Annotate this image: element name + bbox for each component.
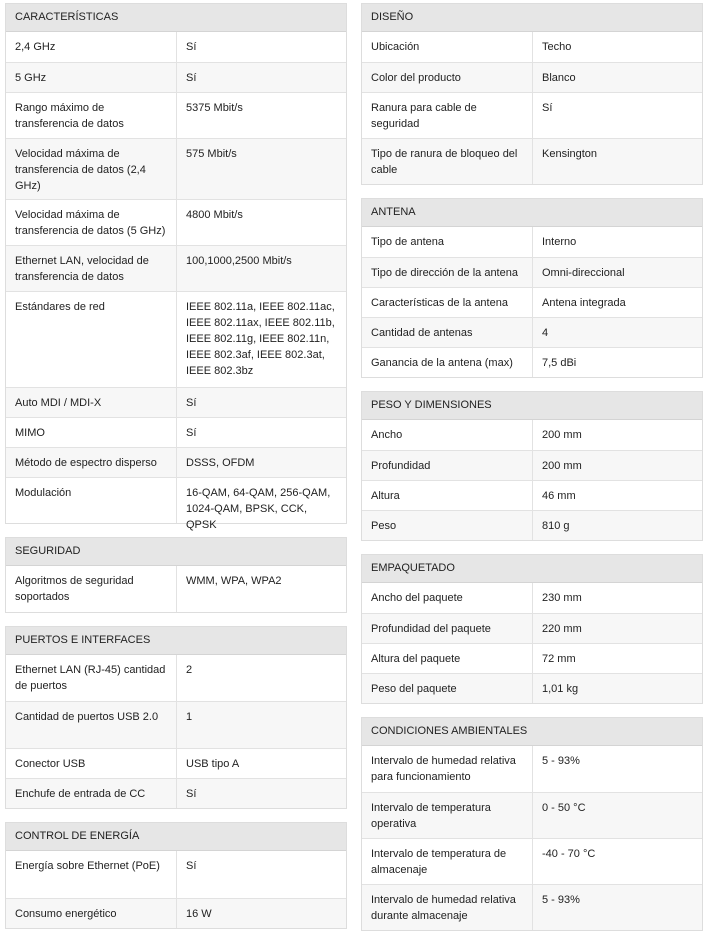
spec-value: 5375 Mbit/s [186,102,243,114]
section-puertos-e-interfaces [5,626,347,809]
spec-row [6,387,346,417]
spec-label: Ancho [362,420,533,450]
spec-row [6,199,346,245]
spec-label: 5 GHz [6,63,177,92]
spec-label: 2,4 GHz [6,32,177,62]
spec-value: Sí [186,397,197,409]
spec-value: 16 W [186,908,212,920]
spec-label: Algoritmos de seguridad soportados [6,566,177,612]
section-empaquetado [361,554,703,704]
spec-label: Peso del paquete [362,674,533,703]
spec-row [362,746,702,792]
section-title: DISEÑO [362,4,702,32]
left-column [5,3,347,942]
spec-row [6,245,346,291]
spec-value: 4 [542,327,549,339]
spec-value: Blanco [542,72,576,84]
spec-value: 810 g [542,520,570,532]
spec-row [362,510,702,540]
spec-label: Peso [362,511,533,540]
spec-value: Sí [186,72,197,84]
spec-value: USB tipo A [186,758,240,770]
spec-label: Energía sobre Ethernet (PoE) [6,851,177,898]
spec-label: Método de espectro disperso [6,448,177,477]
section-seguridad [5,537,347,613]
spec-label: Ganancia de la antena (max) [362,348,533,377]
spec-row [362,480,702,510]
spec-label: Ethernet LAN, velocidad de transferencia de datos [6,246,177,291]
spec-value: 5 - 93% [542,894,580,906]
section-peso-y-dimensiones [361,391,703,541]
spec-value: 7,5 dBi [542,357,577,369]
spec-label: Conector USB [6,749,177,778]
spec-row [6,748,346,778]
spec-row [6,92,346,138]
spec-label: Tipo de ranura de bloqueo del cable [362,139,533,184]
spec-value: 5 - 93% [542,755,580,767]
spec-value: 200 mm [542,460,582,472]
spec-row [6,62,346,92]
spec-row [362,257,702,287]
spec-row [362,884,702,930]
spec-row [362,227,702,257]
spec-value: Sí [186,41,197,53]
spec-row [362,420,702,450]
spec-value: Sí [542,102,553,114]
spec-label: Velocidad máxima de transferencia de datos (2,4 GHz) [6,139,177,199]
spec-label: Consumo energético [6,899,177,928]
spec-value: Kensington [542,148,598,160]
spec-value: 1,01 kg [542,683,579,695]
spec-value: 4800 Mbit/s [186,209,243,221]
spec-row [362,62,702,92]
spec-label: Color del producto [362,63,533,92]
spec-value: Sí [186,860,197,872]
spec-value: Techo [542,41,572,53]
spec-row [362,287,702,317]
spec-label: Rango máximo de transferencia de datos [6,93,177,138]
section-diseno [361,3,703,185]
spec-row [6,701,346,748]
section-title: SEGURIDAD [6,538,346,566]
spec-row [6,898,346,928]
spec-row [362,673,702,703]
spec-row [362,450,702,480]
spec-label: Ranura para cable de seguridad [362,93,533,138]
spec-value: 575 Mbit/s [186,148,237,160]
spec-label: Intervalo de temperatura operativa [362,793,533,838]
section-control-de-energia [5,822,347,929]
spec-value: Sí [186,427,197,439]
spec-label: Características de la antena [362,288,533,317]
spec-value: -40 - 70 °C [542,848,596,860]
spec-row [6,417,346,447]
spec-label: Auto MDI / MDI-X [6,388,177,417]
section-condiciones-ambientales [361,717,703,931]
section-title: ANTENA [362,199,702,227]
spec-label: Ethernet LAN (RJ-45) cantidad de puertos [6,655,177,701]
spec-row [6,291,346,387]
section-caracteristicas [5,3,347,531]
spec-value: Sí [186,788,197,800]
section-title: CARACTERÍSTICAS [6,4,346,32]
section-antena [361,198,703,378]
spec-row [6,778,346,808]
spec-row [362,613,702,643]
spec-label: Cantidad de puertos USB 2.0 [6,702,177,748]
spec-value: Omni-direccional [542,267,625,279]
spec-label: Intervalo de humedad relativa para funcionamiento [362,746,533,792]
spec-row [6,851,346,898]
spec-value: WMM, WPA, WPA2 [186,575,282,587]
section-title: CONTROL DE ENERGÍA [6,823,346,851]
spec-row [6,138,346,199]
spec-label: Cantidad de antenas [362,318,533,347]
spec-label: Altura [362,481,533,510]
spec-row [362,583,702,613]
spec-value: 16-QAM, 64-QAM, 256-QAM, 1024-QAM, BPSK, CCK, QPSK [186,487,331,531]
spec-value: 200 mm [542,429,582,441]
spec-row [6,477,346,531]
spec-label: Profundidad del paquete [362,614,533,643]
spec-value: DSSS, OFDM [186,457,255,469]
section-title: EMPAQUETADO [362,555,702,583]
spec-value: 72 mm [542,653,576,665]
spec-row [362,92,702,138]
spec-value: 2 [186,664,193,676]
spec-label: MIMO [6,418,177,447]
spec-value: 100,1000,2500 Mbit/s [186,255,292,267]
spec-value: 46 mm [542,490,576,502]
spec-label: Tipo de antena [362,227,533,257]
spec-value: 230 mm [542,592,582,604]
spec-value: IEEE 802.11a, IEEE 802.11ac, IEEE 802.11ax, IEEE 802.11b, IEEE 802.11g, IEEE 802.11n, IEEE 802.3af, IEEE 802.3at, IEEE 802.3bz [186,301,335,377]
spec-label: Modulación [6,478,177,523]
spec-row [362,32,702,62]
spec-row [6,447,346,477]
spec-row [362,792,702,838]
spec-row [6,566,346,612]
spec-label: Intervalo de temperatura de almacenaje [362,839,533,884]
spec-row [362,317,702,347]
spec-value: Interno [542,236,577,248]
spec-label: Estándares de red [6,292,177,387]
spec-value: 1 [186,711,193,723]
spec-label: Intervalo de humedad relativa durante almacenaje [362,885,533,930]
spec-row [362,838,702,884]
spec-value: 220 mm [542,623,582,635]
spec-label: Velocidad máxima de transferencia de datos (5 GHz) [6,200,177,245]
spec-label: Ubicación [362,32,533,62]
spec-row [6,655,346,701]
right-column [361,3,703,944]
spec-row [6,32,346,62]
spec-row [362,138,702,184]
section-title: PUERTOS E INTERFACES [6,627,346,655]
spec-row [362,643,702,673]
spec-row [362,347,702,377]
section-title: CONDICIONES AMBIENTALES [362,718,702,746]
spec-label: Enchufe de entrada de CC [6,779,177,808]
spec-label: Ancho del paquete [362,583,533,613]
spec-label: Altura del paquete [362,644,533,673]
spec-value: 0 - 50 °C [542,802,586,814]
spec-label: Profundidad [362,451,533,480]
section-title: PESO Y DIMENSIONES [362,392,702,420]
spec-label: Tipo de dirección de la antena [362,258,533,287]
spec-value: Antena integrada [542,297,626,309]
